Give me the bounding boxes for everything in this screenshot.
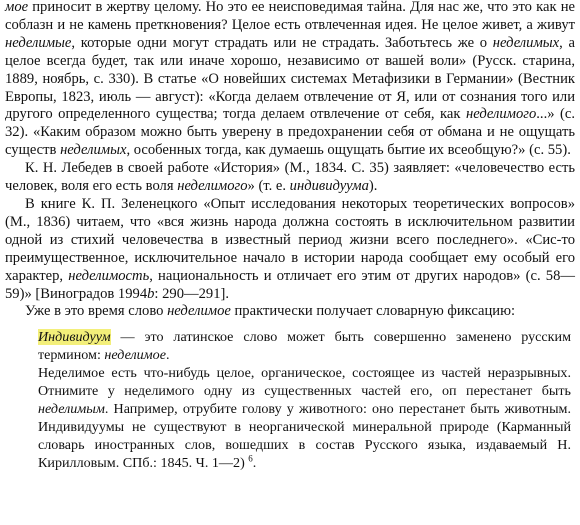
italic-term: индивидуума	[289, 178, 369, 195]
paragraph-3	[5, 196, 575, 303]
italic-term: мое	[5, 0, 29, 15]
paragraph-2	[5, 160, 575, 196]
text-run: , особенных тогда, как думаешь ощущать бытие их всеобщую?» (с. 55).	[126, 142, 571, 159]
italic-term: неделимое	[104, 347, 166, 364]
headword-highlight[interactable]: Индивидуум	[38, 329, 111, 346]
dictionary-body	[38, 365, 571, 472]
text-run: В книге К. П. Зеленецкого «Опыт исследования некоторых теоретических вопросов» (М., 1836) читаем, что «вся жизнь народа должна состоять в исключительном развитии одной из стихий человечества в известный период жизни всего последнего». «Сис-то преимущественное, исключительное начало в истории народа сообщает ему особый его характер,	[5, 195, 575, 284]
text-run: » (т. е.	[247, 178, 290, 195]
dictionary-definition	[38, 329, 571, 365]
text-run: Неделимое есть что-нибудь целое, органическое, состоящее из частей неразрывных. Отнимите у неделимого одну из существенных частей его, оп перестанет быть	[38, 365, 571, 400]
italic-term: неделимость	[68, 267, 150, 284]
definition-text	[38, 329, 571, 363]
text-run: , а целое всегда будет, так или иначе хорошо, независимо от вашей воли» (Русск. старина, 1889, ноябрь, с. 330). В статье «О новейших системах Метафизики в Германии» (Вестник Европы, 1823, июль — август): «Когда делаем отвлечение от Я, или от сознания того или другого определенного существа; тогда делаем отвлечение от себя, как	[5, 34, 575, 123]
italic-term: неделимых	[60, 142, 127, 159]
text-run: , национальность и отличает его этим от других народов» (с. 58—59)» [Виноградов 1994	[5, 267, 575, 302]
dictionary-entry	[5, 329, 575, 472]
italic-term: неделимое	[167, 303, 231, 320]
italic-term: неделимым	[38, 400, 105, 417]
text-run: практически получает словарную фиксацию:	[230, 303, 516, 320]
text-run: .	[252, 454, 257, 471]
italic-term: неделимых	[492, 34, 560, 51]
text-run: .	[165, 347, 170, 364]
italic-term: неделимого	[465, 106, 537, 123]
italic-term: b	[147, 285, 155, 302]
text-run: , которые одни могут страдать или не страдать. Заботьтесь же о	[71, 34, 493, 51]
text-run: Уже в это время слово	[25, 303, 168, 320]
text-run: — это латинское слово может быть совершенно заменено русским термином:	[38, 329, 571, 364]
document-body	[5, 0, 575, 321]
italic-term: неделимые	[5, 34, 72, 51]
text-run: . Например, отрубите голову у животного: оно перестанет быть животным. Индивидуумы не существуют в неорганической минеральной природе (Карманный словарь иностранных слов, вошедших в состав Русского языка, издаваемый Н. Кирилловым. СПб.: 1845. Ч. 1—2)	[38, 400, 571, 471]
text-run: ).	[368, 178, 378, 195]
text-run: К. Н. Лебедев в своей работе «История» (М., 1834. С. 35) заявляет: «человечество есть человек, воля его есть воля	[5, 160, 575, 195]
paragraph-4	[5, 303, 575, 321]
text-run: приносит в жертву целому. Но это ее неисповедимая тайна. Для нас же, что это как не соблазн и не камень преткновения? Целое есть отвлеченная идея. Не целое живет, а живут	[5, 0, 575, 33]
italic-term: неделимого	[177, 178, 248, 195]
text-run: ...» (с. 32). «Каким образом можно быть уверену в предохранении себя от обмана и не ощущать существ	[5, 106, 575, 159]
paragraph-1	[5, 0, 575, 160]
text-run: : 290—291].	[154, 285, 230, 302]
footnote-marker: 6	[248, 452, 253, 463]
